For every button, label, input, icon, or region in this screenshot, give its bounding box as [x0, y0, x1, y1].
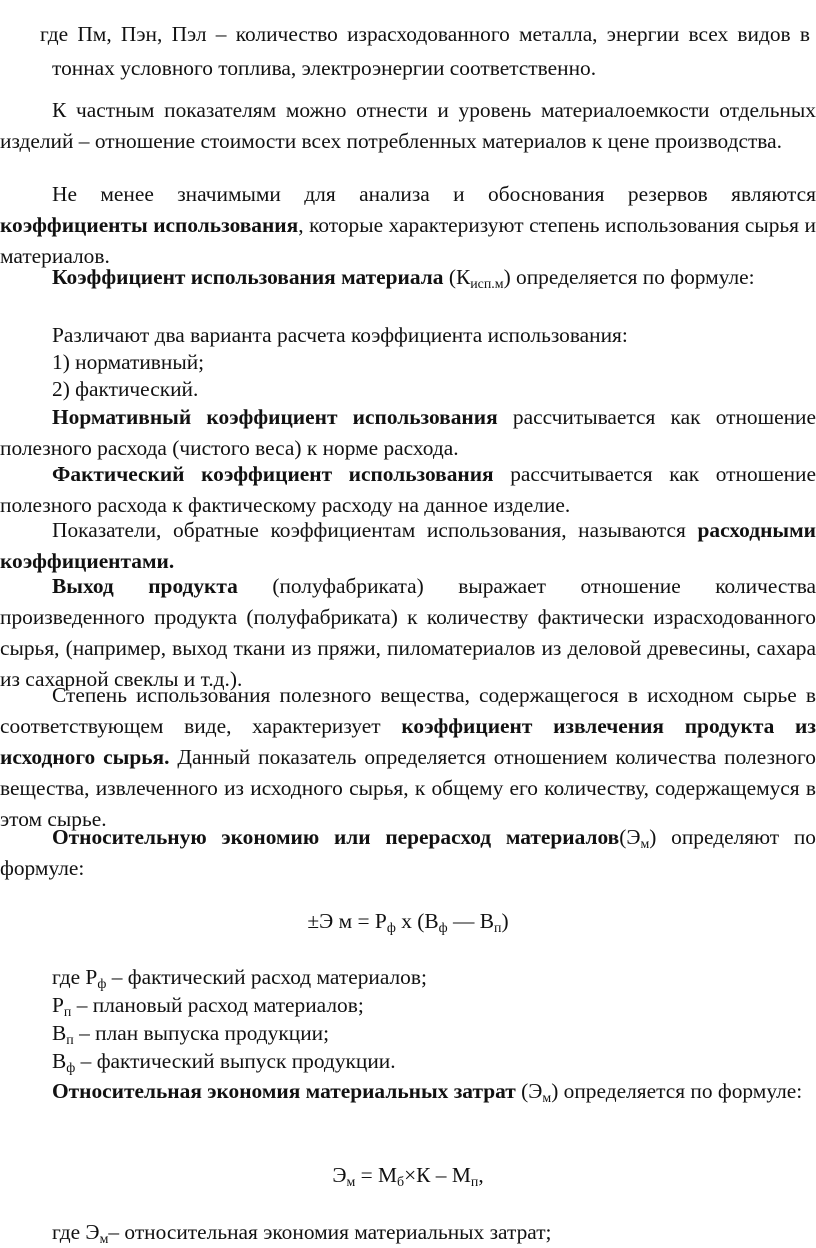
legend-item-actual-consumption: где $Р_ф$ – фактический расход материалов; — [52, 965, 427, 992]
paragraph-expense-coefficients: Показатели, обратные коэффициентам использования, называются расходными коэффициентами. — [0, 518, 816, 573]
formula-relative-saving: ±Э $м = Р_ф$ х ($В_ф$ — $В_п$) — [307, 909, 509, 936]
paragraph-definition-pm: где Пм, Пэн, Пэл – количество израсходованного металла, энергии всех видов в тоннах условного топлива, электроэнергии соответственно. — [40, 22, 810, 80]
paragraph-usage-coefficients: Не менее значимыми для анализа и обоснования резервов являются коэффициенты использования, которые характеризуют степень использования сырья и материалов. — [0, 182, 816, 268]
paragraph-material-intensity: К частным показателям можно отнести и уровень материалоемкости отдельных изделий – отношение стоимости всех потребленных материалов к цене производства. — [0, 98, 816, 153]
legend-item-actual-output: $В_ф$ – фактический выпуск продукции. — [52, 1049, 396, 1076]
legend-item-material-cost-saving: где $Э_м-$ относительная экономия материальных затрат; — [52, 1220, 552, 1247]
formula-material-cost-saving: $Э_м = М_б\times К - М_п$, — [332, 1163, 484, 1190]
paragraph-material-cost-saving: Относительная экономия материальных затрат $(Э_м)$ определяется по формуле: — [52, 1079, 803, 1106]
legend-item-output-plan: $В_п$ – план выпуска продукции; — [52, 1021, 330, 1048]
paragraph-normative-coefficient: Нормативный коэффициент использования рассчитывается как отношение полезного расхода (чистого веса) к норме расхода. — [0, 405, 816, 460]
paragraph-two-variants: Различают два варианта расчета коэффициента использования: — [52, 323, 628, 347]
paragraph-material-usage-coefficient: Коэффициент использования материала $(К_{исп.м})$ определяется по формуле: — [52, 265, 755, 292]
paragraph-extraction-coefficient: Степень использования полезного вещества, содержащегося в исходном сырье в соответствующем виде, характеризует коэффициент извлечения продукта из исходного сырья. Данный показатель определяется отношением количества полезного вещества, извлеченного из исходного сырья, к общему его количеству, содержащемуся в этом сырье. — [0, 683, 816, 831]
list-item-normative: 1) нормативный; — [52, 350, 205, 374]
list-item-actual: 2) фактический. — [52, 377, 199, 401]
paragraph-actual-coefficient: Фактический коэффициент использования рассчитывается как отношение полезного расхода к фактическому расходу на данное изделие. — [0, 462, 816, 517]
paragraph-product-yield: Выход продукта (полуфабриката) выражает отношение количества произведенного продукта (полуфабриката) к количеству фактически израсходованного сырья, (например, выход ткани из пряжи, пиломатериалов из деловой древесины, сахара из сахарной свеклы и т.д.). — [0, 574, 816, 691]
legend-item-planned-consumption: $Р_п$ – плановый расход материалов; — [52, 993, 364, 1020]
paragraph-relative-saving: Относительную экономию или перерасход $материалов(Э_м)$ определяют по формуле: — [0, 825, 816, 880]
